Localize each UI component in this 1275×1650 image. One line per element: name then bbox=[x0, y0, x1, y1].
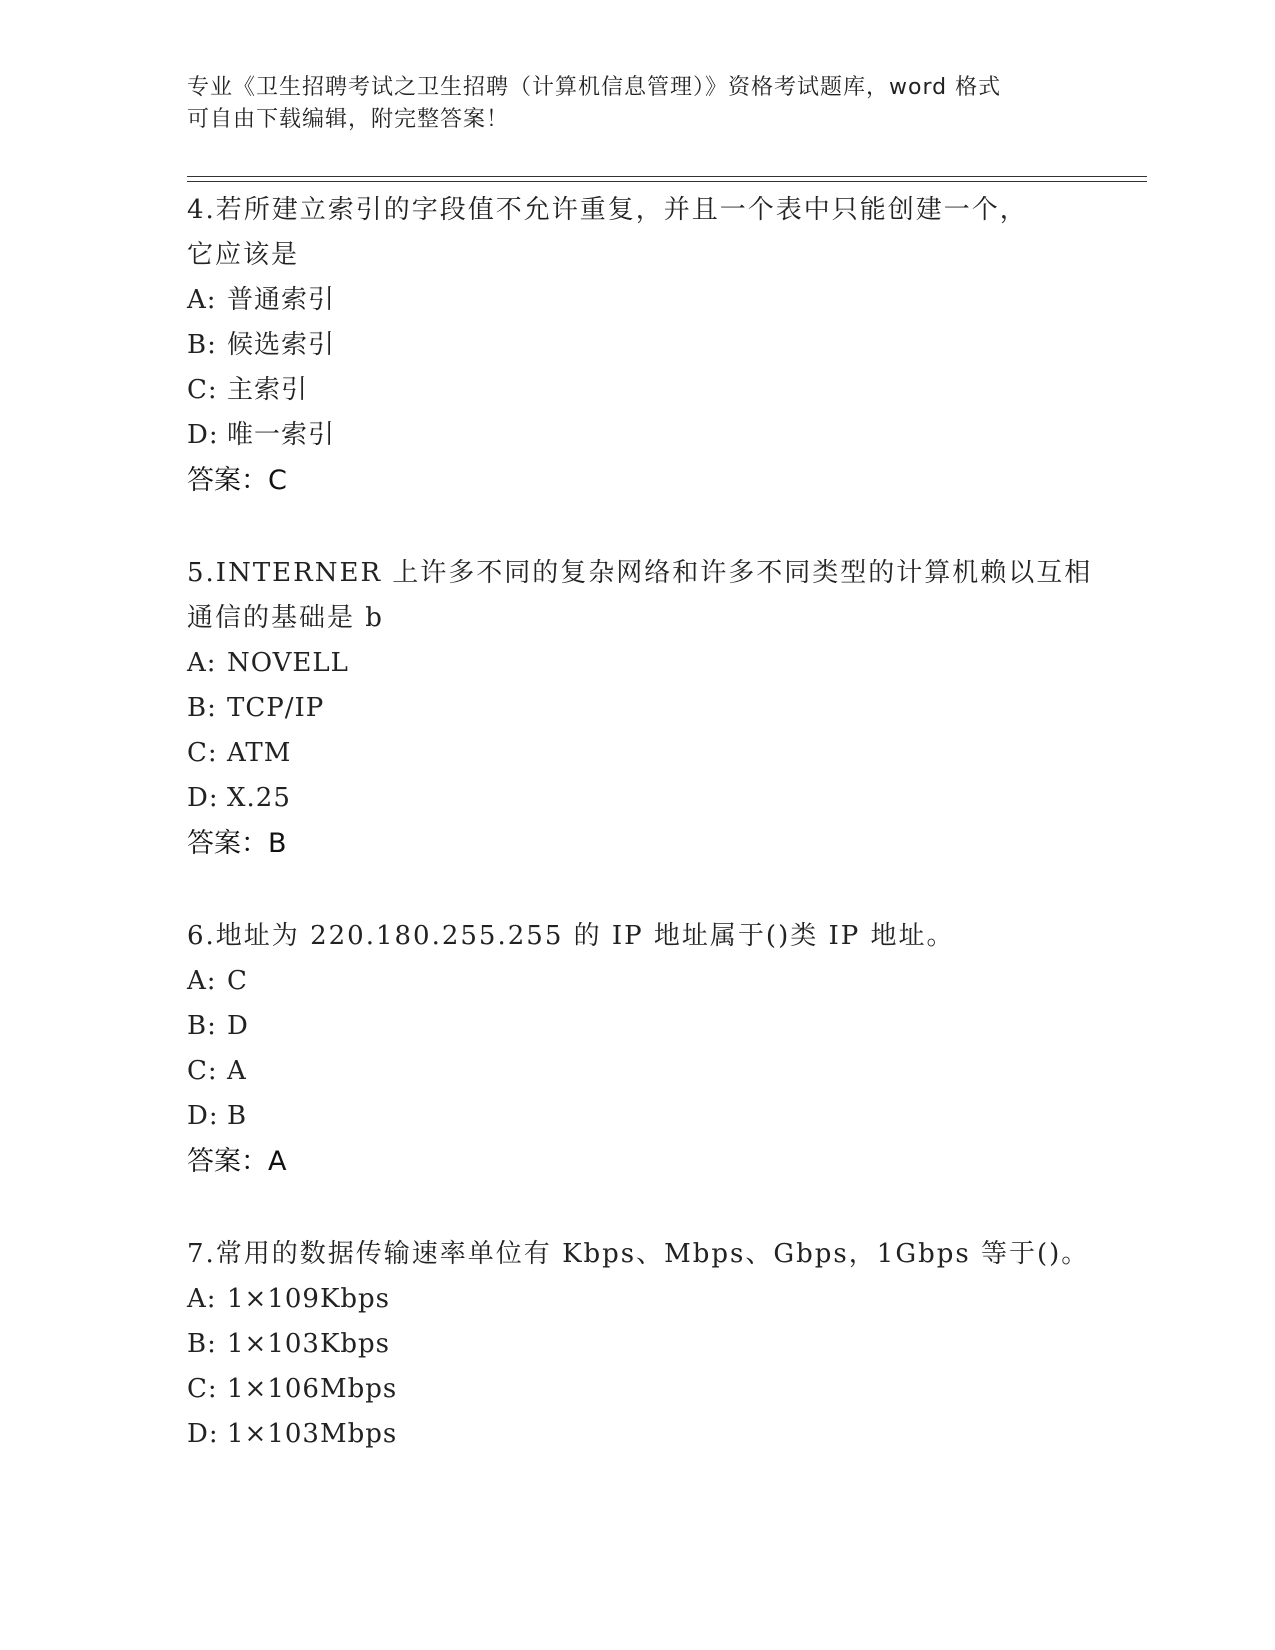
option-c bbox=[187, 1049, 1087, 1094]
option-a bbox=[187, 959, 1087, 1004]
document-header bbox=[187, 72, 1087, 136]
option-b bbox=[187, 686, 1087, 731]
option-d bbox=[187, 1412, 1087, 1457]
option-letter: A: bbox=[187, 648, 217, 678]
option-letter: C: bbox=[187, 738, 218, 768]
option-text: 1×106Mbps bbox=[227, 1374, 398, 1404]
option-letter: B: bbox=[187, 1011, 217, 1041]
option-text: NOVELL bbox=[227, 648, 349, 678]
question-text bbox=[187, 551, 1093, 641]
question-7 bbox=[187, 1232, 1090, 1457]
question-4 bbox=[187, 188, 1087, 503]
question-line: 4.若所建立索引的字段值不允许重复，并且一个表中只能创建一个， bbox=[187, 195, 1028, 225]
option-text: 普通索引 bbox=[227, 285, 336, 315]
option-letter: B: bbox=[187, 330, 217, 360]
question-line: 5.INTERNER 上许多不同的复杂网络和许多不同类型的计算机赖以互相 bbox=[187, 558, 1093, 588]
option-text: 1×103Mbps bbox=[227, 1419, 398, 1449]
question-text bbox=[187, 914, 1087, 959]
option-letter: D: bbox=[187, 420, 219, 450]
option-letter: A: bbox=[187, 966, 217, 996]
option-c bbox=[187, 731, 1087, 776]
question-text bbox=[187, 188, 1087, 278]
answer-label: 答案：B bbox=[187, 828, 287, 859]
option-c bbox=[187, 1367, 1087, 1412]
question-line: 它应该是 bbox=[187, 240, 300, 270]
header-line-2: 可自由下载编辑，附完整答案！ bbox=[187, 107, 510, 132]
option-text: A bbox=[227, 1056, 247, 1086]
option-text: 主索引 bbox=[227, 375, 309, 405]
option-letter: D: bbox=[187, 1101, 219, 1131]
option-d bbox=[187, 413, 1087, 458]
option-text: C bbox=[227, 966, 248, 996]
option-text: 候选索引 bbox=[227, 330, 336, 360]
option-b bbox=[187, 323, 1087, 368]
option-letter: C: bbox=[187, 1374, 218, 1404]
question-line: 7.常用的数据传输速率单位有 Kbps、Mbps、Gbps，1Gbps 等于()。 bbox=[187, 1239, 1090, 1269]
option-letter: B: bbox=[187, 693, 217, 723]
option-letter: D: bbox=[187, 1419, 219, 1449]
header-divider-bottom bbox=[187, 181, 1147, 182]
header-divider-top bbox=[187, 176, 1147, 177]
option-a bbox=[187, 278, 1087, 323]
option-text: TCP/IP bbox=[227, 693, 325, 723]
option-letter: C: bbox=[187, 375, 218, 405]
option-b bbox=[187, 1322, 1087, 1367]
option-letter: B: bbox=[187, 1329, 217, 1359]
option-b bbox=[187, 1004, 1087, 1049]
header-line-1: 专业《卫生招聘考试之卫生招聘（计算机信息管理）》资格考试题库，word 格式 bbox=[187, 75, 1002, 100]
option-text: 唯一索引 bbox=[227, 420, 336, 450]
answer-label: 答案：C bbox=[187, 465, 287, 496]
option-text: X.25 bbox=[227, 783, 291, 813]
answer-label: 答案：A bbox=[187, 1146, 287, 1177]
question-5 bbox=[187, 551, 1093, 866]
option-text: 1×103Kbps bbox=[227, 1329, 391, 1359]
option-c bbox=[187, 368, 1087, 413]
option-a bbox=[187, 641, 1087, 686]
question-line: 通信的基础是 b bbox=[187, 603, 384, 633]
question-line: 6.地址为 220.180.255.255 的 IP 地址属于()类 IP 地址。 bbox=[187, 921, 955, 951]
option-letter: C: bbox=[187, 1056, 218, 1086]
option-d bbox=[187, 1094, 1087, 1139]
option-text: ATM bbox=[227, 738, 292, 768]
option-letter: D: bbox=[187, 783, 219, 813]
question-6 bbox=[187, 914, 1087, 1184]
question-text bbox=[187, 1232, 1090, 1277]
option-a bbox=[187, 1277, 1087, 1322]
option-text: 1×109Kbps bbox=[227, 1284, 391, 1314]
option-d bbox=[187, 776, 1087, 821]
option-letter: A: bbox=[187, 285, 217, 315]
option-text: D bbox=[227, 1011, 249, 1041]
option-text: B bbox=[227, 1101, 248, 1131]
option-letter: A: bbox=[187, 1284, 217, 1314]
